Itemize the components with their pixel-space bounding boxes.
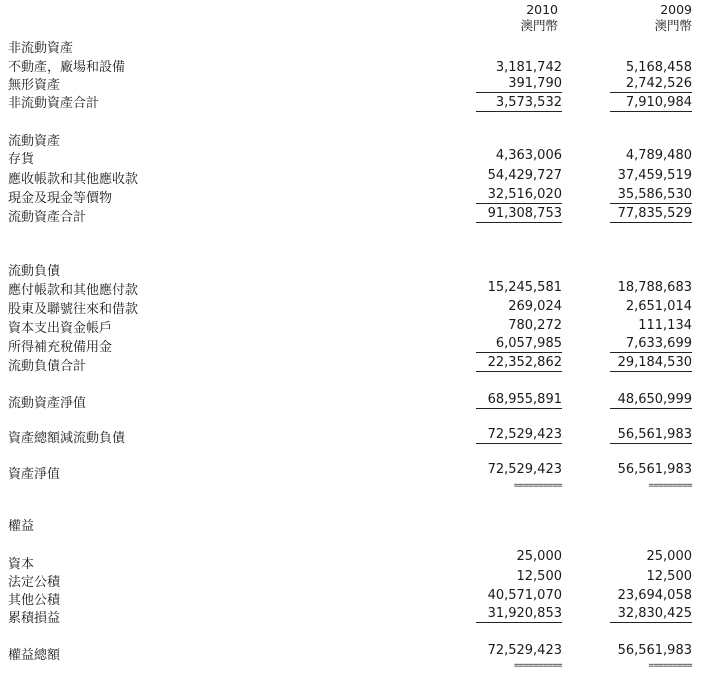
value-2009-payables: 18,788,683	[617, 280, 692, 295]
row-label-net-assets: 資產淨值	[8, 467, 61, 482]
value-2010-statutory-reserve: 12,500	[516, 569, 562, 584]
section-title-current-liabilities: 流動負債	[8, 264, 61, 279]
section-title-equity: 權益	[8, 519, 35, 534]
row-label-total-current-liabilities: 流動負債合計	[8, 359, 87, 374]
value-2010-retained-earnings: 31,920,853	[476, 606, 562, 623]
double-rule-2010-net-assets: ==========	[513, 481, 562, 491]
value-2009-retained-earnings: 32,830,425	[610, 606, 692, 623]
row-label-statutory-reserve: 法定公積	[8, 575, 61, 590]
value-2010-inventory: 4,363,006	[495, 148, 562, 163]
year-2010-header: 2010	[526, 2, 558, 17]
value-2010-intangibles: 391,790	[476, 76, 562, 93]
row-label-receivables: 應收帳款和其他應收款	[8, 172, 139, 187]
row-label-net-current-assets: 流動資產淨值	[8, 396, 87, 411]
year-2009-header: 2009	[660, 2, 692, 17]
row-label-total-current-assets: 流動資產合計	[8, 210, 87, 225]
row-label-total-non-current-assets: 非流動資產合計	[8, 96, 100, 111]
value-2009-ppe: 5,168,458	[625, 60, 692, 75]
value-2009-net-assets: 56,561,983	[617, 462, 692, 477]
value-2010-capital: 25,000	[516, 549, 562, 564]
value-2009-other-reserves: 23,694,058	[617, 588, 692, 603]
row-label-cash: 現金及現金等價物	[8, 191, 113, 206]
value-2010-capex-fund: 780,272	[508, 318, 562, 333]
value-2010-total-assets-less-current-liabilities: 72,529,423	[476, 427, 562, 444]
double-rule-2009-total-equity: =========	[648, 661, 692, 671]
row-label-intangibles: 無形資產	[8, 78, 61, 93]
value-2009-total-current-liabilities: 29,184,530	[610, 355, 692, 372]
currency-2009-header: 澳門幣	[654, 18, 692, 33]
value-2009-net-current-assets: 48,650,999	[610, 392, 692, 409]
double-rule-2010-total-equity: ==========	[513, 661, 562, 671]
value-2010-total-current-assets: 91,308,753	[476, 206, 562, 223]
value-2009-statutory-reserve: 12,500	[646, 569, 692, 584]
value-2009-capital: 25,000	[646, 549, 692, 564]
value-2009-capex-fund: 111,134	[638, 318, 692, 333]
value-2010-net-current-assets: 68,955,891	[476, 392, 562, 409]
value-2010-ppe: 3,181,742	[495, 60, 562, 75]
row-label-retained-earnings: 累積損益	[8, 611, 61, 626]
value-2010-payables: 15,245,581	[487, 280, 562, 295]
row-label-ppe: 不動產，廠場和設備	[8, 60, 126, 75]
currency-2010-header: 澳門幣	[520, 18, 558, 33]
row-label-tax-provision: 所得補充稅備用金	[8, 340, 113, 355]
value-2010-cash: 32,516,020	[476, 187, 562, 204]
double-rule-2009-net-assets: =========	[648, 481, 692, 491]
value-2010-total-non-current-assets: 3,573,532	[476, 95, 562, 112]
value-2010-total-equity: 72,529,423	[487, 643, 562, 658]
value-2009-shareholder-loans: 2,651,014	[625, 299, 692, 314]
value-2009-total-current-assets: 77,835,529	[610, 206, 692, 223]
value-2009-tax-provision: 7,633,699	[610, 336, 692, 353]
value-2010-receivables: 54,429,727	[487, 168, 562, 183]
value-2009-total-non-current-assets: 7,910,984	[610, 95, 692, 112]
value-2009-intangibles: 2,742,526	[610, 76, 692, 93]
row-label-shareholder-loans: 股東及聯號往來和借款	[8, 302, 139, 317]
row-label-total-equity: 權益總額	[8, 648, 61, 663]
section-title-current-assets: 流動資產	[8, 134, 61, 149]
value-2009-inventory: 4,789,480	[625, 148, 692, 163]
row-label-inventory: 存貨	[8, 152, 35, 167]
value-2010-total-current-liabilities: 22,352,862	[476, 355, 562, 372]
row-label-other-reserves: 其他公積	[8, 593, 61, 608]
row-label-capital: 資本	[8, 557, 35, 572]
row-label-total-assets-less-current-liabilities: 資產總額減流動負債	[8, 431, 126, 446]
value-2009-total-equity: 56,561,983	[617, 643, 692, 658]
value-2010-net-assets: 72,529,423	[487, 462, 562, 477]
section-title-non-current-assets: 非流動資產	[8, 41, 74, 56]
value-2010-tax-provision: 6,057,985	[476, 336, 562, 353]
value-2009-receivables: 37,459,519	[617, 168, 692, 183]
value-2009-cash: 35,586,530	[610, 187, 692, 204]
value-2009-total-assets-less-current-liabilities: 56,561,983	[610, 427, 692, 444]
value-2010-shareholder-loans: 269,024	[508, 299, 562, 314]
row-label-capex-fund: 資本支出資金帳戶	[8, 321, 113, 336]
value-2010-other-reserves: 40,571,070	[487, 588, 562, 603]
row-label-payables: 應付帳款和其他應付款	[8, 283, 139, 298]
